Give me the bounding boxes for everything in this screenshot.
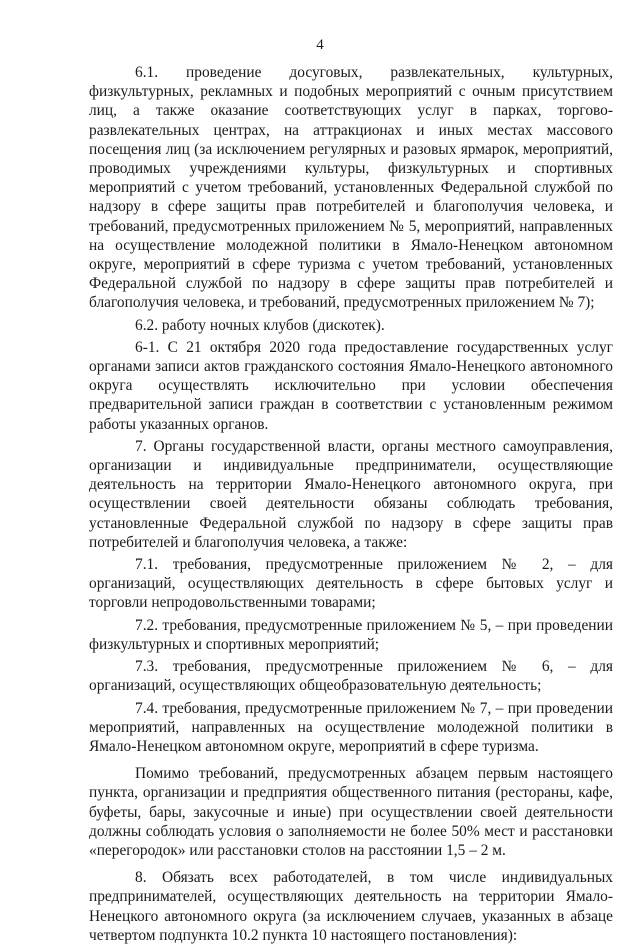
paragraph-catering: Помимо требований, предусмотренных абзацем первым настоящего пункта, организации и предприятия общественного питания (рестораны, кафе, буфеты, бары, закусочные и иные) при осуществлении своей деятельности должны соблюдать условия о заполняемости не более 50% мест и расстановки «перегородок» или расстановки столов на расстоянии 1,5 – 2 м. <box>89 765 613 859</box>
paragraph-7-3: 7.3. требования, предусмотренные приложением № 6, – для организаций, осуществляющих общеобразовательную деятельность; <box>89 658 613 695</box>
paragraph-8: 8. Обязать всех работодателей, в том числе индивидуальных предпринимателей, осуществляющих деятельность на территории Ямало-Ненецкого автономного округа (за исключением случаев, указанных в абзаце четвертом подпункта 10.2 пункта 10 настоящего постановления): <box>89 869 613 944</box>
paragraph-7-1: 7.1. требования, предусмотренные приложением № 2, – для организаций, осуществляющих деятельность в сфере бытовых услуг и торговли непродовольственными товарами; <box>89 556 613 612</box>
paragraph-7-4: 7.4. требования, предусмотренные приложением № 7, – при проведении мероприятий, направленных на осуществление молодежной политики в Ямало-Ненецком автономном округе, мероприятий в сфере туризма. <box>89 699 613 755</box>
paragraph-7: 7. Органы государственной власти, органы местного самоуправления, организации и индивидуальные предприниматели, осуществляющие деятельность на территории Ямало-Ненецкого автономного округа, при осуществлении своей деятельности обязаны соблюдать требования, установленные Федеральной службой по надзору в сфере защиты прав потребителей и благополучия человека, а также: <box>89 437 613 551</box>
paragraph-6-1: 6.1. проведение досуговых, развлекательных, культурных, физкультурных, рекламных и подобных мероприятий с очным присутствием лиц, а также оказание соответствующих услуг в парках, торгово-развлекательных центрах, на аттракционах и иных местах массового посещения лиц (за исключением регулярных и разовых ярмарок, мероприятий, проводимых учреждениями культуры, физкультурных и спортивных мероприятий с учетом требований, установленных Федеральной службой по надзору в сфере защиты прав потребителей и благополучия человека, и требований, предусмотренных приложением № 5, мероприятий, направленных на осуществление молодежной политики в Ямало-Ненецком автономном округе, мероприятий в сфере туризма с учетом требований, установленных Федеральной службой по надзору в сфере защиты прав потребителей и благополучия человека, и требований, предусмотренных приложением № 7); <box>89 64 613 312</box>
paragraph-6-2: 6.2. работу ночных клубов (дискотек). <box>135 316 385 334</box>
paragraph-6-1-dash: 6-1. С 21 октября 2020 года предоставление государственных услуг органами записи актов гражданского состояния Ямало-Ненецкого автономного округа осуществлять исключительно при условии обеспечения предварительной записи граждан в соответствии с установленным режимом работы указанных органов. <box>89 338 613 433</box>
document-body <box>89 63 613 945</box>
paragraph-7-2: 7.2. требования, предусмотренные приложением № 5, – при проведении физкультурных и спортивных мероприятий; <box>89 616 613 653</box>
page-number: 4 <box>316 37 324 53</box>
